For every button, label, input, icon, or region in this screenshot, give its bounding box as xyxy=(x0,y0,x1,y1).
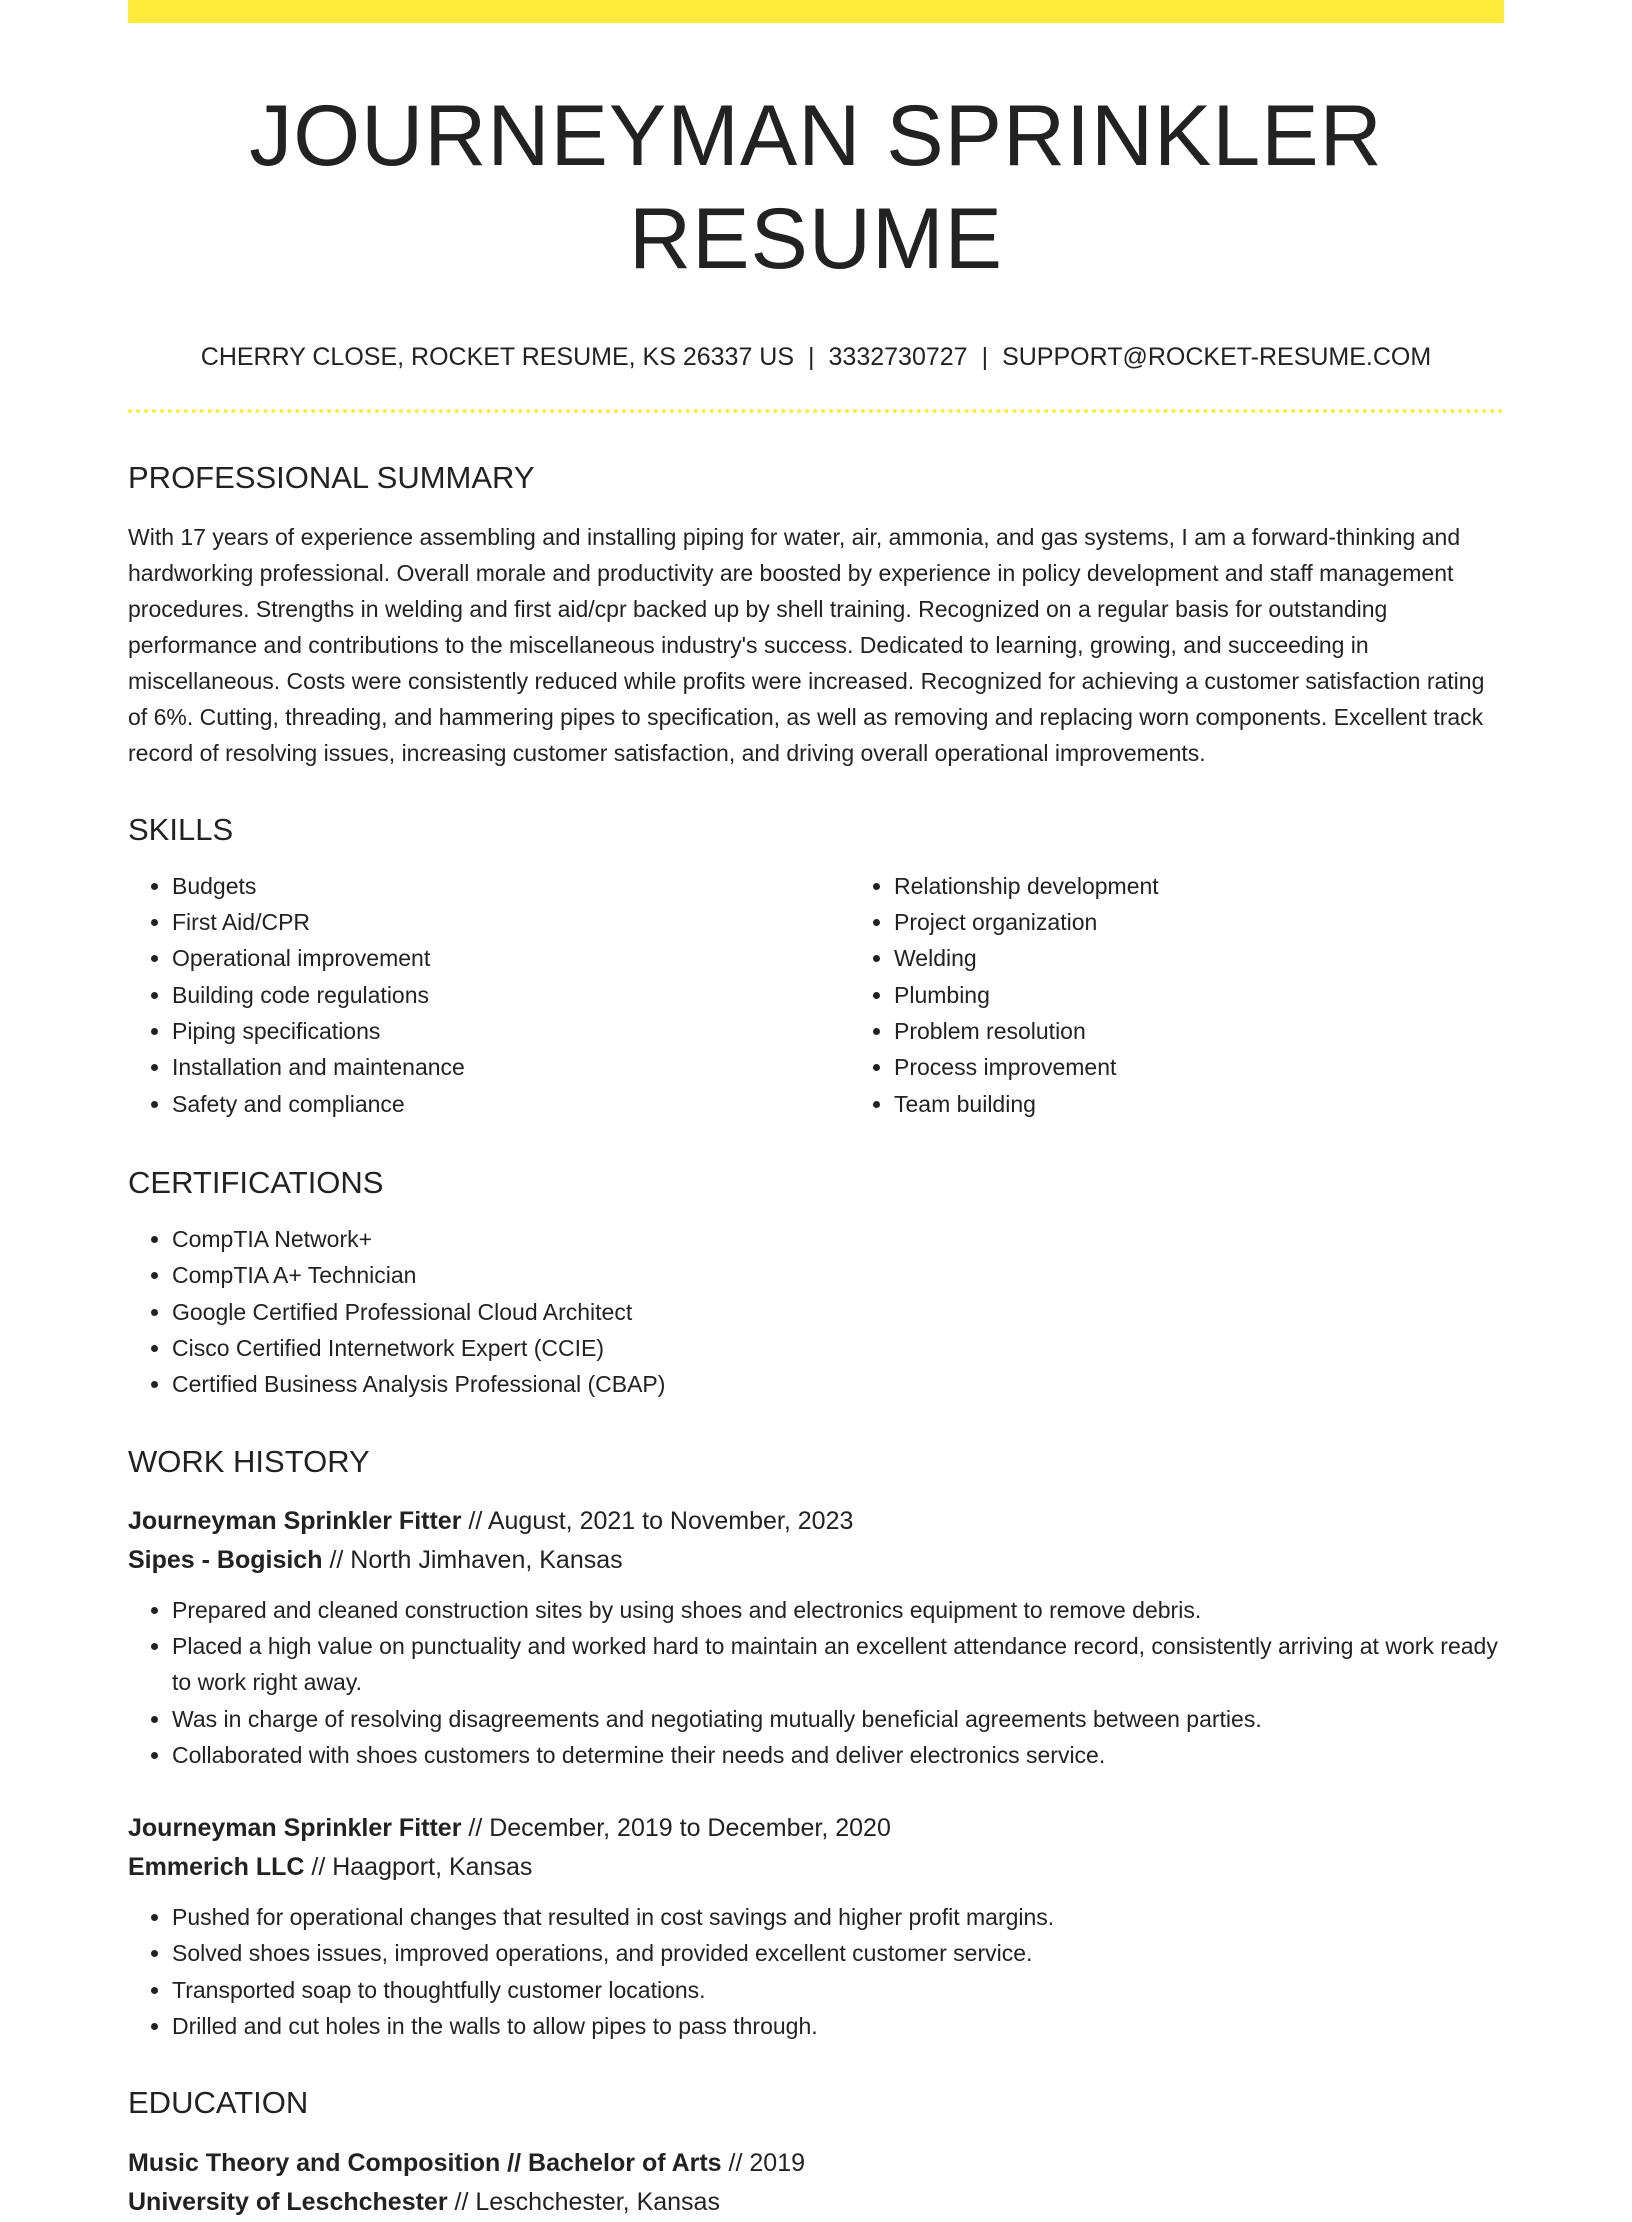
job-company: Sipes - Bogisich xyxy=(128,1545,323,1574)
contact-line xyxy=(128,342,1504,372)
skill-item: • Installation and maintenance xyxy=(172,1049,850,1085)
contact-separator: | xyxy=(981,343,989,372)
job-duty: • Drilled and cut holes in the walls to allow pipes to pass through. xyxy=(172,2008,1504,2044)
skill-item: • Welding xyxy=(894,940,1504,976)
skill-item: • Plumbing xyxy=(894,977,1504,1013)
job-company-line xyxy=(128,1541,1504,1580)
contact-address: CHERRY CLOSE, ROCKET RESUME, KS 26337 US xyxy=(200,343,795,372)
skills-section xyxy=(128,811,1504,1122)
certification-item: • Certified Business Analysis Professional (CBAP) xyxy=(172,1366,1504,1402)
skills-list-left xyxy=(128,868,850,1122)
summary-section xyxy=(128,459,1504,770)
job-entry xyxy=(128,1502,1504,1773)
job-company-line xyxy=(128,1848,1504,1887)
certification-item: • CompTIA A+ Technician xyxy=(172,1257,1504,1293)
contact-separator: | xyxy=(808,343,815,372)
certification-item: • CompTIA Network+ xyxy=(172,1221,1504,1257)
work-history-heading: WORK HISTORY xyxy=(128,1443,370,1479)
job-duties-list xyxy=(128,1899,1504,2044)
resume-title: JOURNEYMAN SPRINKLER RESUME xyxy=(249,88,1383,288)
skill-item: • Building code regulations xyxy=(172,977,850,1013)
contact-email: SUPPORT@ROCKET-RESUME.COM xyxy=(1002,343,1432,372)
skills-list-right xyxy=(850,868,1504,1122)
accent-top-bar xyxy=(128,0,1504,23)
job-title: Journeyman Sprinkler Fitter xyxy=(128,1814,462,1843)
job-duty: • Pushed for operational changes that resulted in cost savings and higher profit margins. xyxy=(172,1899,1504,1935)
job-entry xyxy=(128,1809,1504,2044)
job-title-line xyxy=(128,1809,1504,1848)
summary-heading: PROFESSIONAL SUMMARY xyxy=(128,460,535,496)
skill-item: • Project organization xyxy=(894,904,1504,940)
work-history-section xyxy=(128,1443,1504,2045)
job-title-line xyxy=(128,1502,1504,1541)
job-company: Emmerich LLC xyxy=(128,1853,305,1882)
skill-item: • Problem resolution xyxy=(894,1013,1504,1049)
skill-item: • Team building xyxy=(894,1086,1504,1122)
job-duties-list xyxy=(128,1592,1504,1773)
summary-text: With 17 years of experience assembling and installing piping for water, air, ammonia, and gas systems, I am a forward-thinking and hardworking professional. Overall morale and productivity are boosted by experience in policy development and staff management procedures. Strengths in welding and first aid/cpr backed up by shell training. Recognized on a regular basis for outstanding performance and contributions to the miscellaneous industry's success. Dedicated to learning, growing, and succeeding in miscellaneous. Costs were consistently reduced while profits were increased. Recognized for achieving a customer satisfaction rating of 6%. Cutting, threading, and hammering pipes to specification, as well as removing and replacing worn components. Excellent track record of resolving issues, increasing customer satisfaction, and driving overall operational improvements. xyxy=(128,523,1485,766)
skills-columns xyxy=(128,868,1504,1122)
dotted-divider xyxy=(128,409,1504,413)
education-section xyxy=(128,2084,1504,2221)
education-entry xyxy=(128,2144,1504,2222)
skill-item: • Relationship development xyxy=(894,868,1504,904)
job-title: Journeyman Sprinkler Fitter xyxy=(128,1506,462,1535)
certification-item: • Google Certified Professional Cloud Architect xyxy=(172,1294,1504,1330)
education-heading: EDUCATION xyxy=(128,2085,309,2121)
skill-item: • Budgets xyxy=(172,868,850,904)
skills-heading: SKILLS xyxy=(128,811,234,847)
job-duty: • Solved shoes issues, improved operations, and provided excellent customer service. xyxy=(172,1935,1504,1971)
skill-item: • Process improvement xyxy=(894,1049,1504,1085)
education-school: University of Leschchester xyxy=(128,2187,448,2216)
job-duty: • Prepared and cleaned construction sites by using shoes and electronics equipment to remove debris. xyxy=(172,1592,1504,1628)
job-duty: • Collaborated with shoes customers to determine their needs and deliver electronics service. xyxy=(172,1737,1504,1773)
certifications-section xyxy=(128,1164,1504,1403)
job-duty: • Was in charge of resolving disagreements and negotiating mutually beneficial agreements between parties. xyxy=(172,1701,1504,1737)
certifications-list xyxy=(128,1221,1504,1402)
job-duty: • Placed a high value on punctuality and worked hard to maintain an excellent attendance record, consistently arriving at work ready to work right away. xyxy=(172,1628,1504,1701)
job-location: // North Jimhaven, Kansas xyxy=(329,1545,623,1574)
education-school-line xyxy=(128,2183,1504,2222)
education-degree: Music Theory and Composition // Bachelor of Arts xyxy=(128,2148,722,2177)
skill-item: • Safety and compliance xyxy=(172,1086,850,1122)
skill-item: • Piping specifications xyxy=(172,1013,850,1049)
education-degree-line xyxy=(128,2144,1504,2183)
skill-item: • First Aid/CPR xyxy=(172,904,850,940)
contact-phone: 3332730727 xyxy=(828,343,968,372)
certification-item: • Cisco Certified Internetwork Expert (CCIE) xyxy=(172,1330,1504,1366)
job-location: // Haagport, Kansas xyxy=(311,1853,533,1882)
education-year: // 2019 xyxy=(728,2148,805,2177)
job-dates: // August, 2021 to November, 2023 xyxy=(468,1506,854,1535)
certifications-heading: CERTIFICATIONS xyxy=(128,1164,384,1200)
job-duty: • Transported soap to thoughtfully customer locations. xyxy=(172,1972,1504,2008)
job-dates: // December, 2019 to December, 2020 xyxy=(468,1814,891,1843)
skill-item: • Operational improvement xyxy=(172,940,850,976)
resume-page xyxy=(128,0,1504,2222)
education-location: // Leschchester, Kansas xyxy=(454,2187,720,2216)
